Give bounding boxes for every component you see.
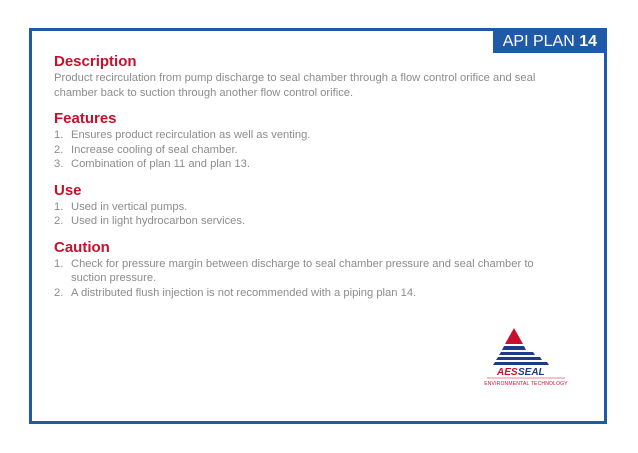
list-item: 2. Used in light hydrocarbon services. [54, 215, 246, 227]
features-section [54, 110, 564, 172]
caution-section [54, 239, 564, 301]
list-item: 1. Used in vertical pumps. [54, 200, 188, 213]
list-item: 1. Ensures product recirculation as well as venting. [54, 129, 311, 141]
use-section [54, 182, 564, 229]
use-heading: Use [54, 181, 82, 199]
api-plan-label: API PLAN [502, 33, 575, 50]
list-item: 2. Increase cooling of seal chamber. [54, 143, 238, 156]
api-plan-number: 14 [579, 33, 597, 50]
svg-text:SEAL: SEAL [518, 367, 545, 378]
description-heading: Description [54, 53, 137, 70]
use-list [54, 200, 564, 229]
description-section [54, 53, 564, 100]
features-heading: Features [54, 110, 117, 127]
content [54, 53, 564, 310]
list-item: 2. A distributed flush injection is not recommended with a piping plan 14. [54, 286, 417, 299]
list-item: 3. Combination of plan 11 and plan 13. [54, 158, 250, 170]
aesseal-logo [483, 324, 569, 398]
caution-list [54, 257, 564, 301]
caution-heading: Caution [54, 238, 110, 256]
svg-text:AES: AES [497, 367, 518, 378]
list-item: 1. Check for pressure margin between discharge to seal chamber pressure and seal chamber to suction pressure. [54, 257, 534, 284]
logo-tagline: ENVIRONMENTAL TECHNOLOGY [484, 381, 568, 387]
aesseal-triangle-icon [483, 324, 569, 380]
api-plan-badge [493, 31, 604, 53]
description-text: Product recirculation from pump discharge to seal chamber through a flow control orifice and seal chamber back to suction through another flow control orifice. [54, 72, 536, 99]
features-list [54, 128, 564, 172]
